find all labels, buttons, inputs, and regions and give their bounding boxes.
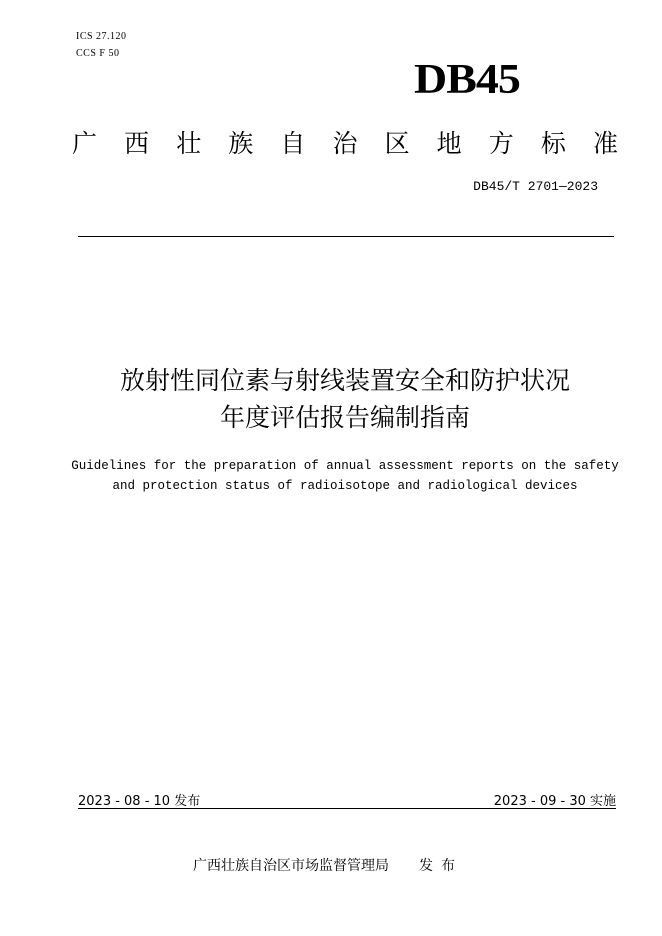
standard-category-char: 准 bbox=[592, 129, 618, 158]
standard-category-char: 标 bbox=[540, 129, 566, 158]
standard-category-char: 壮 bbox=[176, 129, 202, 158]
header-divider bbox=[78, 236, 614, 237]
chinese-title-line-2: 年度评估报告编制指南 bbox=[219, 403, 470, 432]
standard-category bbox=[72, 129, 618, 159]
chinese-title-line-1: 放射性同位素与射线装置安全和防护状况 bbox=[119, 366, 570, 395]
standard-category-char: 区 bbox=[384, 129, 410, 158]
english-title-line-2: and protection status of radioisotope and radiological devices bbox=[112, 479, 578, 493]
issuer-name: 广西壮族自治区市场监督管理局 bbox=[193, 858, 389, 874]
standard-number: DB45/T 2701—2023 bbox=[473, 179, 598, 194]
db45-logo: DB45 bbox=[414, 55, 520, 103]
footer-divider bbox=[78, 808, 616, 809]
standard-category-char: 自 bbox=[280, 129, 306, 158]
english-title bbox=[60, 456, 630, 496]
issuer-action: 发布 bbox=[419, 858, 463, 874]
issuer-line bbox=[193, 855, 463, 875]
chinese-title bbox=[60, 362, 630, 436]
standard-category-char: 治 bbox=[332, 129, 358, 158]
implement-date: 2023 - 09 - 30 实施 bbox=[493, 794, 616, 809]
standard-category-char: 方 bbox=[488, 129, 514, 158]
publish-date: 2023 - 08 - 10 发布 bbox=[78, 794, 201, 809]
standard-category-char: 族 bbox=[228, 129, 254, 158]
ccs-code: CCS F 50 bbox=[76, 48, 120, 59]
english-title-line-1: Guidelines for the preparation of annual assessment reports on the safety bbox=[71, 459, 619, 473]
standard-category-char: 地 bbox=[436, 129, 462, 158]
standard-category-char: 西 bbox=[124, 129, 150, 158]
ics-code: ICS 27.120 bbox=[76, 31, 127, 42]
standard-category-char: 广 bbox=[72, 129, 98, 158]
